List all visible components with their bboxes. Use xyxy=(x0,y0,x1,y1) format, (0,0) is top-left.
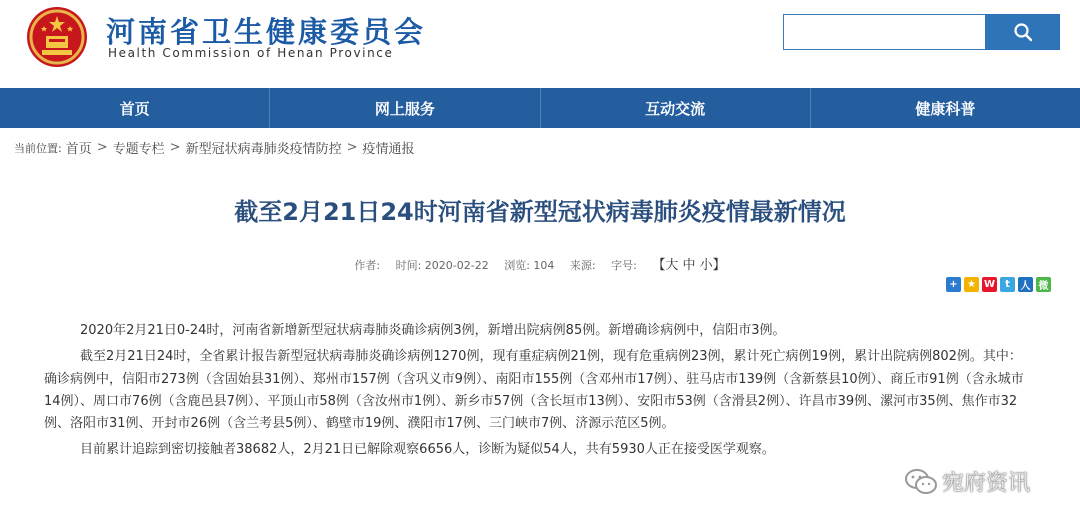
font-size-switcher[interactable]: 【大 中 小】 xyxy=(652,258,726,273)
national-emblem-icon xyxy=(26,6,88,68)
search-input[interactable] xyxy=(784,15,985,49)
article-paragraph: 目前累计追踪到密切接触者38682人，2月21日已解除观察6656人，诊断为疑似54人，共有5930人正在接受医学观察。 xyxy=(80,442,775,458)
meta-font-label: 字号: xyxy=(611,259,637,272)
article-title: 截至2月21日24时河南省新型冠状病毒肺炎疫情最新情况 xyxy=(234,198,846,226)
weibo-icon[interactable]: W xyxy=(983,279,996,290)
watermark xyxy=(904,466,1030,497)
main-nav xyxy=(0,88,1080,128)
breadcrumb-separator: > xyxy=(169,140,181,155)
nav-item-online-services[interactable]: 网上服务 xyxy=(270,88,540,128)
search-box xyxy=(783,14,985,50)
breadcrumb-covid-prevention[interactable]: 新型冠状病毒肺炎疫情防控 xyxy=(185,142,342,157)
breadcrumb-outbreak-reports[interactable]: 疫情通报 xyxy=(362,142,415,157)
nav-item-interaction[interactable]: 互动交流 xyxy=(541,88,811,128)
renren-icon[interactable]: 人 xyxy=(1018,277,1033,292)
nav-item-health-science[interactable]: 健康科普 xyxy=(915,99,976,118)
qzone-star-icon[interactable]: ★ xyxy=(964,277,979,292)
meta-time: 时间: 2020-02-22 xyxy=(395,259,489,272)
breadcrumb xyxy=(14,138,415,157)
breadcrumb-separator: > xyxy=(346,140,358,155)
article-paragraph: 2020年2月21日0-24时，河南省新增新型冠状病毒肺炎确诊病例3例，新增出院病例85例。新增确诊病例中，信阳市3例。 xyxy=(80,323,786,338)
article-body xyxy=(44,320,1034,466)
nav-item-home[interactable]: 首页 xyxy=(0,88,270,128)
breadcrumb-label: 当前位置: xyxy=(14,141,62,155)
meta-author: 作者: xyxy=(354,259,381,272)
site-subtitle: Health Commission of Henan Province xyxy=(108,46,394,60)
article-paragraph: 截至2月21日24时，全省累计报告新型冠状病毒肺炎确诊病例1270例，现有重症病例21例，现有危重病例23例，累计死亡病例19例，累计出院病例802例。其中：确诊病例中，信阳市273例（含固始县31例）、郑州市157例（含巩义市9例）、南阳市155例（含邓州市17例）、驻马店市139例（含新蔡县10例）、商丘市91例（含永城市14例）、周口市76例（含鹿邑县7例）、平顶山市58例（含汝州市1例）、新乡市57例（含长垣市13例）、安阳市53例（含滑县2例）、许昌市39例、漯河市35例、焦作市32例、洛阳市31例、开封市26例（含兰考县5例）、鹤壁市19例、濮阳市17例、三门峡市7例、济源示范区5例。 xyxy=(44,349,1024,432)
wechat-icon[interactable]: 微 xyxy=(1036,277,1051,292)
search-icon xyxy=(1013,22,1033,42)
tencent-weibo-icon[interactable]: t xyxy=(1000,277,1015,292)
site-header xyxy=(0,0,1080,88)
breadcrumb-home[interactable]: 首页 xyxy=(65,142,92,157)
breadcrumb-separator: > xyxy=(96,140,108,155)
watermark-text: 宛府资讯 xyxy=(942,471,1031,496)
plus-share-icon[interactable]: + xyxy=(946,277,961,292)
breadcrumb-special-topics[interactable]: 专题专栏 xyxy=(112,142,165,157)
site-title: 河南省卫生健康委员会 xyxy=(106,15,427,49)
meta-source: 来源: xyxy=(569,259,596,272)
meta-views: 浏览: 104 xyxy=(504,259,555,272)
search-button[interactable] xyxy=(985,14,1060,50)
share-bar xyxy=(946,277,1054,292)
article-meta xyxy=(0,254,1080,273)
wechat-logo-icon xyxy=(904,467,938,497)
